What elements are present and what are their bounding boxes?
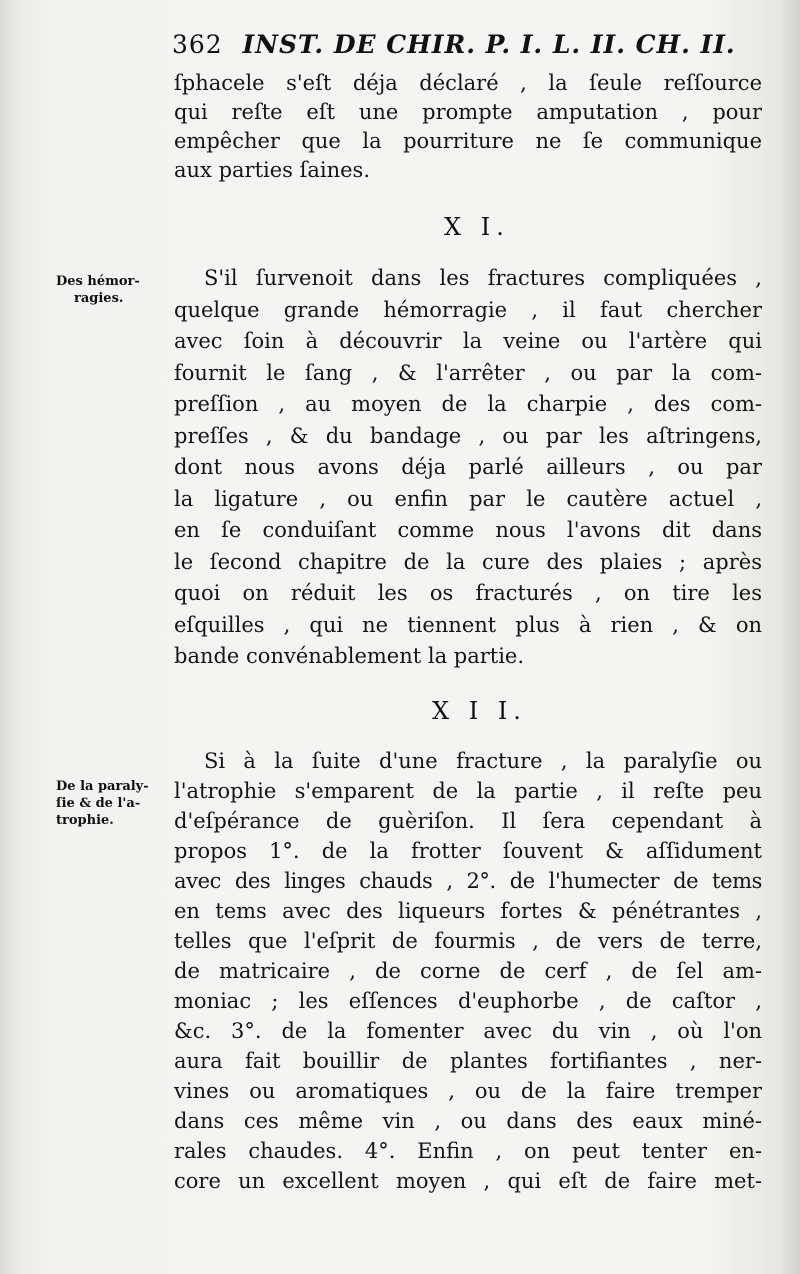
margin-note-line: trophie. <box>56 813 114 828</box>
margin-note-line: De la paraly- <box>56 779 149 794</box>
text-line: preſſion , au moyen de la charpie , des com- <box>174 392 762 416</box>
text-line: de matricaire , de corne de cerf , de ſel am- <box>174 959 762 983</box>
section-12-paragraph <box>174 746 762 1196</box>
text-line: dont nous avons déja parlé ailleurs , ou par <box>174 455 762 479</box>
text-line: moniac ; les eſſences d'euphorbe , de caſtor , <box>174 989 762 1013</box>
text-line: ſphacele s'eſt déja déclaré , la ſeule reſſource <box>174 71 762 95</box>
intro-paragraph <box>174 69 762 185</box>
text-line: avec des linges chauds , 2°. de l'humecter de tems <box>174 869 762 893</box>
margin-note-paralysie <box>56 778 171 829</box>
text-line: avec ſoin à découvrir la veine ou l'artère qui <box>174 329 762 353</box>
text-line: quoi on réduit les os fracturés , on tire les <box>174 581 762 605</box>
text-line: la ligature , ou enfin par le cautère actuel , <box>174 486 762 511</box>
page-number: 362 <box>172 30 223 59</box>
text-line: &c. 3°. de la fomenter avec du vin , où l'on <box>174 1019 762 1043</box>
text-line: le ſecond chapitre de la cure des plaies ; après <box>174 549 762 574</box>
text-line: dans ces même vin , ou dans des eaux miné- <box>174 1109 762 1133</box>
section-heading-11: X I. <box>444 213 510 241</box>
text-line: fournit le ſang , & l'arrêter , ou par la com- <box>174 360 762 385</box>
margin-note-hemorragies <box>56 273 171 307</box>
text-line: S'il ſurvenoit dans les fractures compliquées , <box>204 266 762 290</box>
running-header <box>172 30 762 70</box>
text-line: core un excellent moyen , qui eſt de faire met- <box>174 1169 762 1193</box>
text-line: vines ou aromatiques , ou de la faire tremper <box>174 1079 762 1103</box>
section-11-paragraph <box>174 263 762 673</box>
text-line: Si à la ſuite d'une fracture , la paralyſie ou <box>204 749 762 773</box>
margin-note-line: Des hémor- <box>56 274 140 289</box>
text-line: bande convénablement la partie. <box>174 644 525 668</box>
margin-note-line: ragies. <box>74 291 124 306</box>
text-line: preſſes , & du bandage , ou par les aſtringens, <box>174 423 762 448</box>
text-line: telles que l'eſprit de fourmis , de vers de terre, <box>174 929 762 953</box>
text-line: d'eſpérance de guèriſon. Il ſera cependant à <box>174 809 762 833</box>
text-line: l'atrophie s'emparent de la partie , il reſte peu <box>174 779 762 803</box>
text-line: quelque grande hémorragie , il faut chercher <box>174 297 762 322</box>
section-heading-12: X I I. <box>432 697 527 725</box>
text-line: en tems avec des liqueurs fortes & pénétrantes , <box>174 899 762 923</box>
text-line: empêcher que la pourriture ne ſe communique <box>174 129 762 153</box>
text-line: eſquilles , qui ne tiennent plus à rien , & on <box>174 612 762 637</box>
text-line: aura fait bouillir de plantes fortifiantes , ner- <box>174 1049 762 1073</box>
text-line: en ſe conduiſant comme nous l'avons dit dans <box>174 518 762 542</box>
running-title: INST. DE CHIR. P. I. L. II. CH. II. <box>242 30 736 59</box>
text-line: rales chaudes. 4°. Enfin , on peut tenter en- <box>174 1139 762 1163</box>
show-through-shadow <box>150 195 155 225</box>
margin-note-line: ſie & de l'a- <box>56 796 141 811</box>
text-line: aux parties ſaines. <box>174 158 371 182</box>
text-line: propos 1°. de la frotter ſouvent & aſſidument <box>174 839 762 863</box>
text-line: qui reſte eſt une prompte amputation , pour <box>174 100 762 124</box>
